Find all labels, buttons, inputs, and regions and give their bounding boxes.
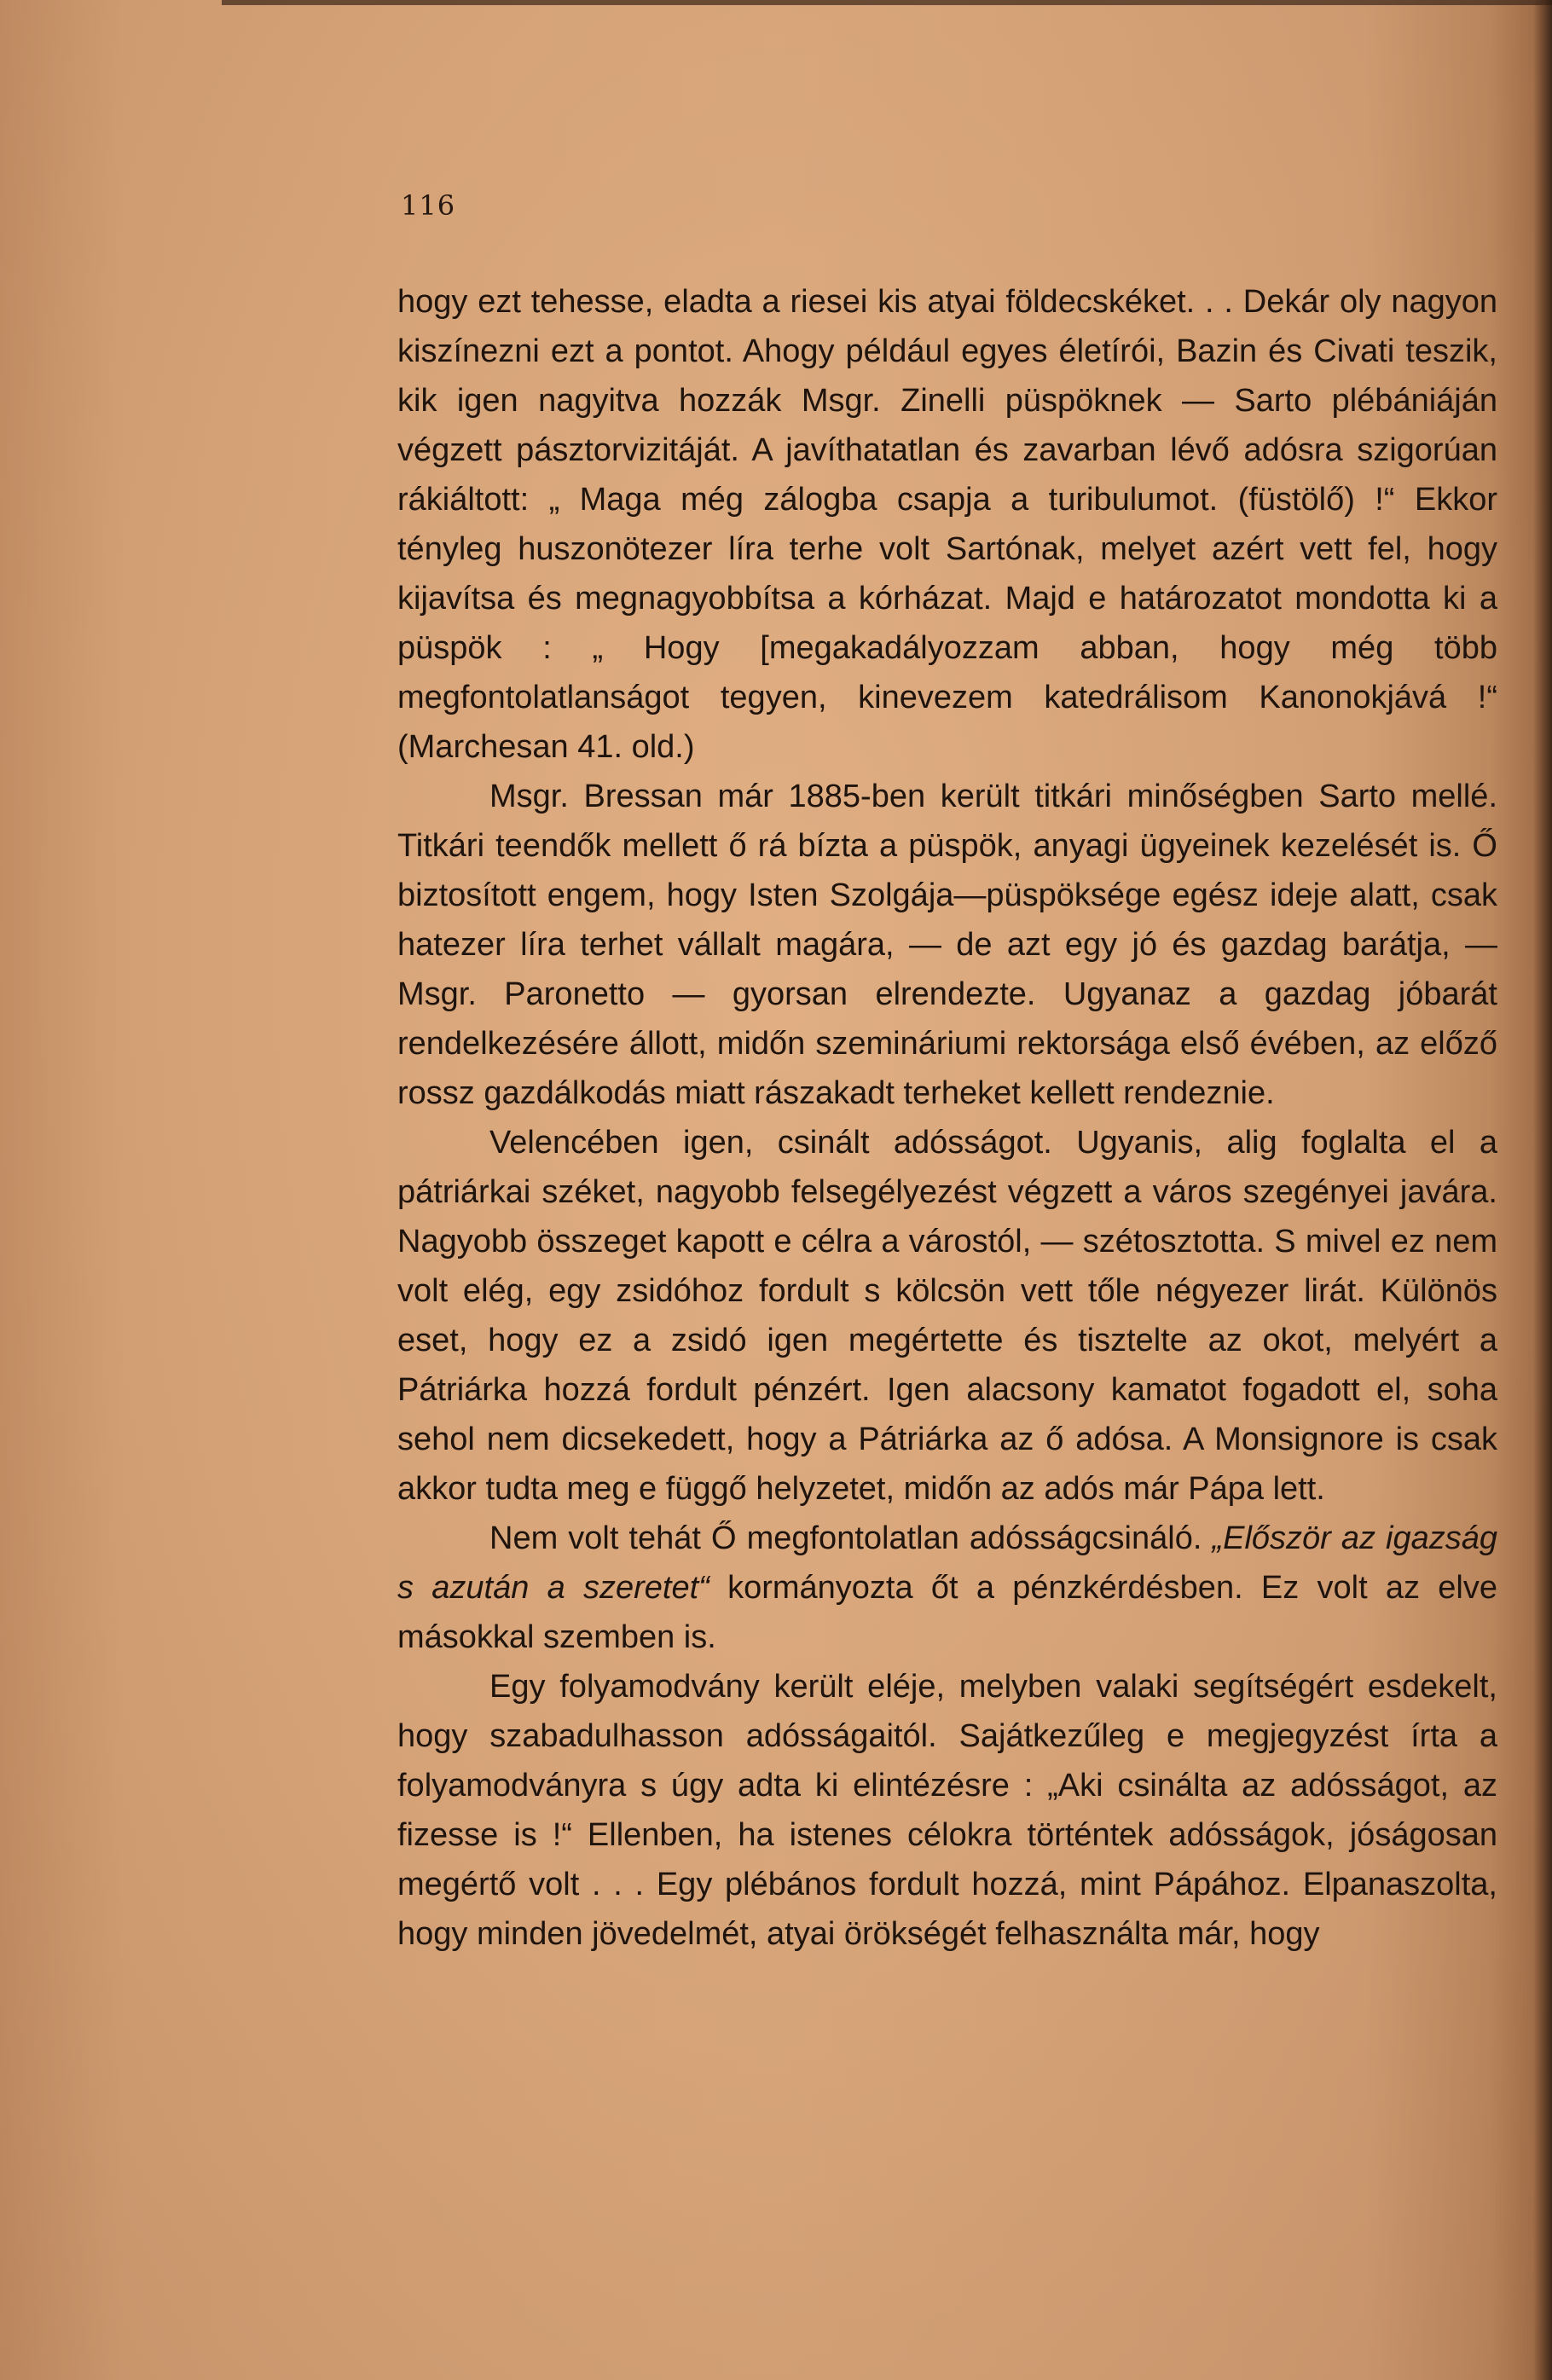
paragraph-4-italic-quote: „Először az igazság s azután a szeretet“ — [397, 1520, 1497, 1606]
paragraph-4-text-after: kormányozta őt a pénzkérdésben. Ez volt az elve másokkal szemben is. — [397, 1570, 1497, 1655]
paragraph-4 — [397, 1514, 1497, 1662]
body-text — [397, 277, 1497, 1959]
paragraph-5: Egy folyamodvány került eléje, melyben valaki segítségért esdekelt, hogy szabadulhasson adósságaitól. Sajátkezűleg e megjegyzést írta a folyamodványra s úgy adta ki elintézésre : „Aki csinálta az adósságot, az fizesse is !“ Ellenben, ha istenes célokra történtek adósságok, jóságosan megértő volt . . . Egy plébános fordult hozzá, mint Pápához. Elpanaszolta, hogy minden jövedelmét, atyai örökségét felhasználta már, hogy — [397, 1669, 1497, 1952]
page-binding-shadow — [1533, 0, 1552, 2380]
page-number: 116 — [401, 189, 456, 222]
paragraph-4-text-before: Nem volt tehát Ő megfontolatlan adósságcsináló. — [489, 1520, 1213, 1556]
paragraph-1: hogy ezt tehesse, eladta a riesei kis atyai földecskéket. . . Dekár oly nagyon kiszínezni ezt a pontot. Ahogy például egyes életírói, Bazin és Civati teszik, kik igen nagyitva hozzák Msgr. Zinelli püspöknek — Sarto plébániáján végzett pásztorvizitáját. A javíthatatlan és zavarban lévő adósra szigorúan rákiáltott: „ Maga még zálogba csapja a turibulumot. (füstölő) !“ Ekkor tényleg huszonötezer líra terhe volt Sartónak, melyet azért vett fel, hogy kijavítsa és megnagyobbítsa a kórházat. Majd e határozatot mondotta ki a püspök : „ Hogy [megakadályozzam abban, hogy még több megfontolatlanságot tegyen, kinevezem katedrálisom Kanonokjává !“ (Marchesan 41. old.) — [397, 284, 1497, 765]
page-top-edge-shadow — [222, 0, 1552, 5]
paragraph-2: Msgr. Bressan már 1885-ben került titkári minőségben Sarto mellé. Titkári teendők mellett ő rá bízta a püspök, anyagi ügyeinek kezelését is. Ő biztosított engem, hogy Isten Szolgája—püspöksége egész ideje alatt, csak hatezer líra terhet vállalt magára, — de azt egy jó és gazdag barátja, — Msgr. Paronetto — gyorsan elrendezte. Ugyanaz a gazdag jóbarát rendelkezésére állott, midőn szemináriumi rektorsága első évében, az előző rossz gazdálkodás miatt rászakadt terheket kellett rendeznie. — [397, 779, 1497, 1111]
paragraph-3: Velencében igen, csinált adósságot. Ugyanis, alig foglalta el a pátriárkai széket, nagyobb felsegélyezést végzett a város szegényei javára. Nagyobb összeget kapott e célra a várostól, — szétosztotta. S mivel ez nem volt elég, egy zsidóhoz fordult s kölcsön vett tőle négyezer lirát. Különös eset, hogy ez a zsidó igen megértette és tisztelte az okot, melyért a Pátriárka hozzá fordult pénzért. Igen alacsony kamatot fogadott el, soha sehol nem dicsekedett, hogy a Pátriárka az ő adósa. A Monsignore is csak akkor tudta meg e függő helyzetet, midőn az adós már Pápa lett. — [397, 1125, 1497, 1507]
